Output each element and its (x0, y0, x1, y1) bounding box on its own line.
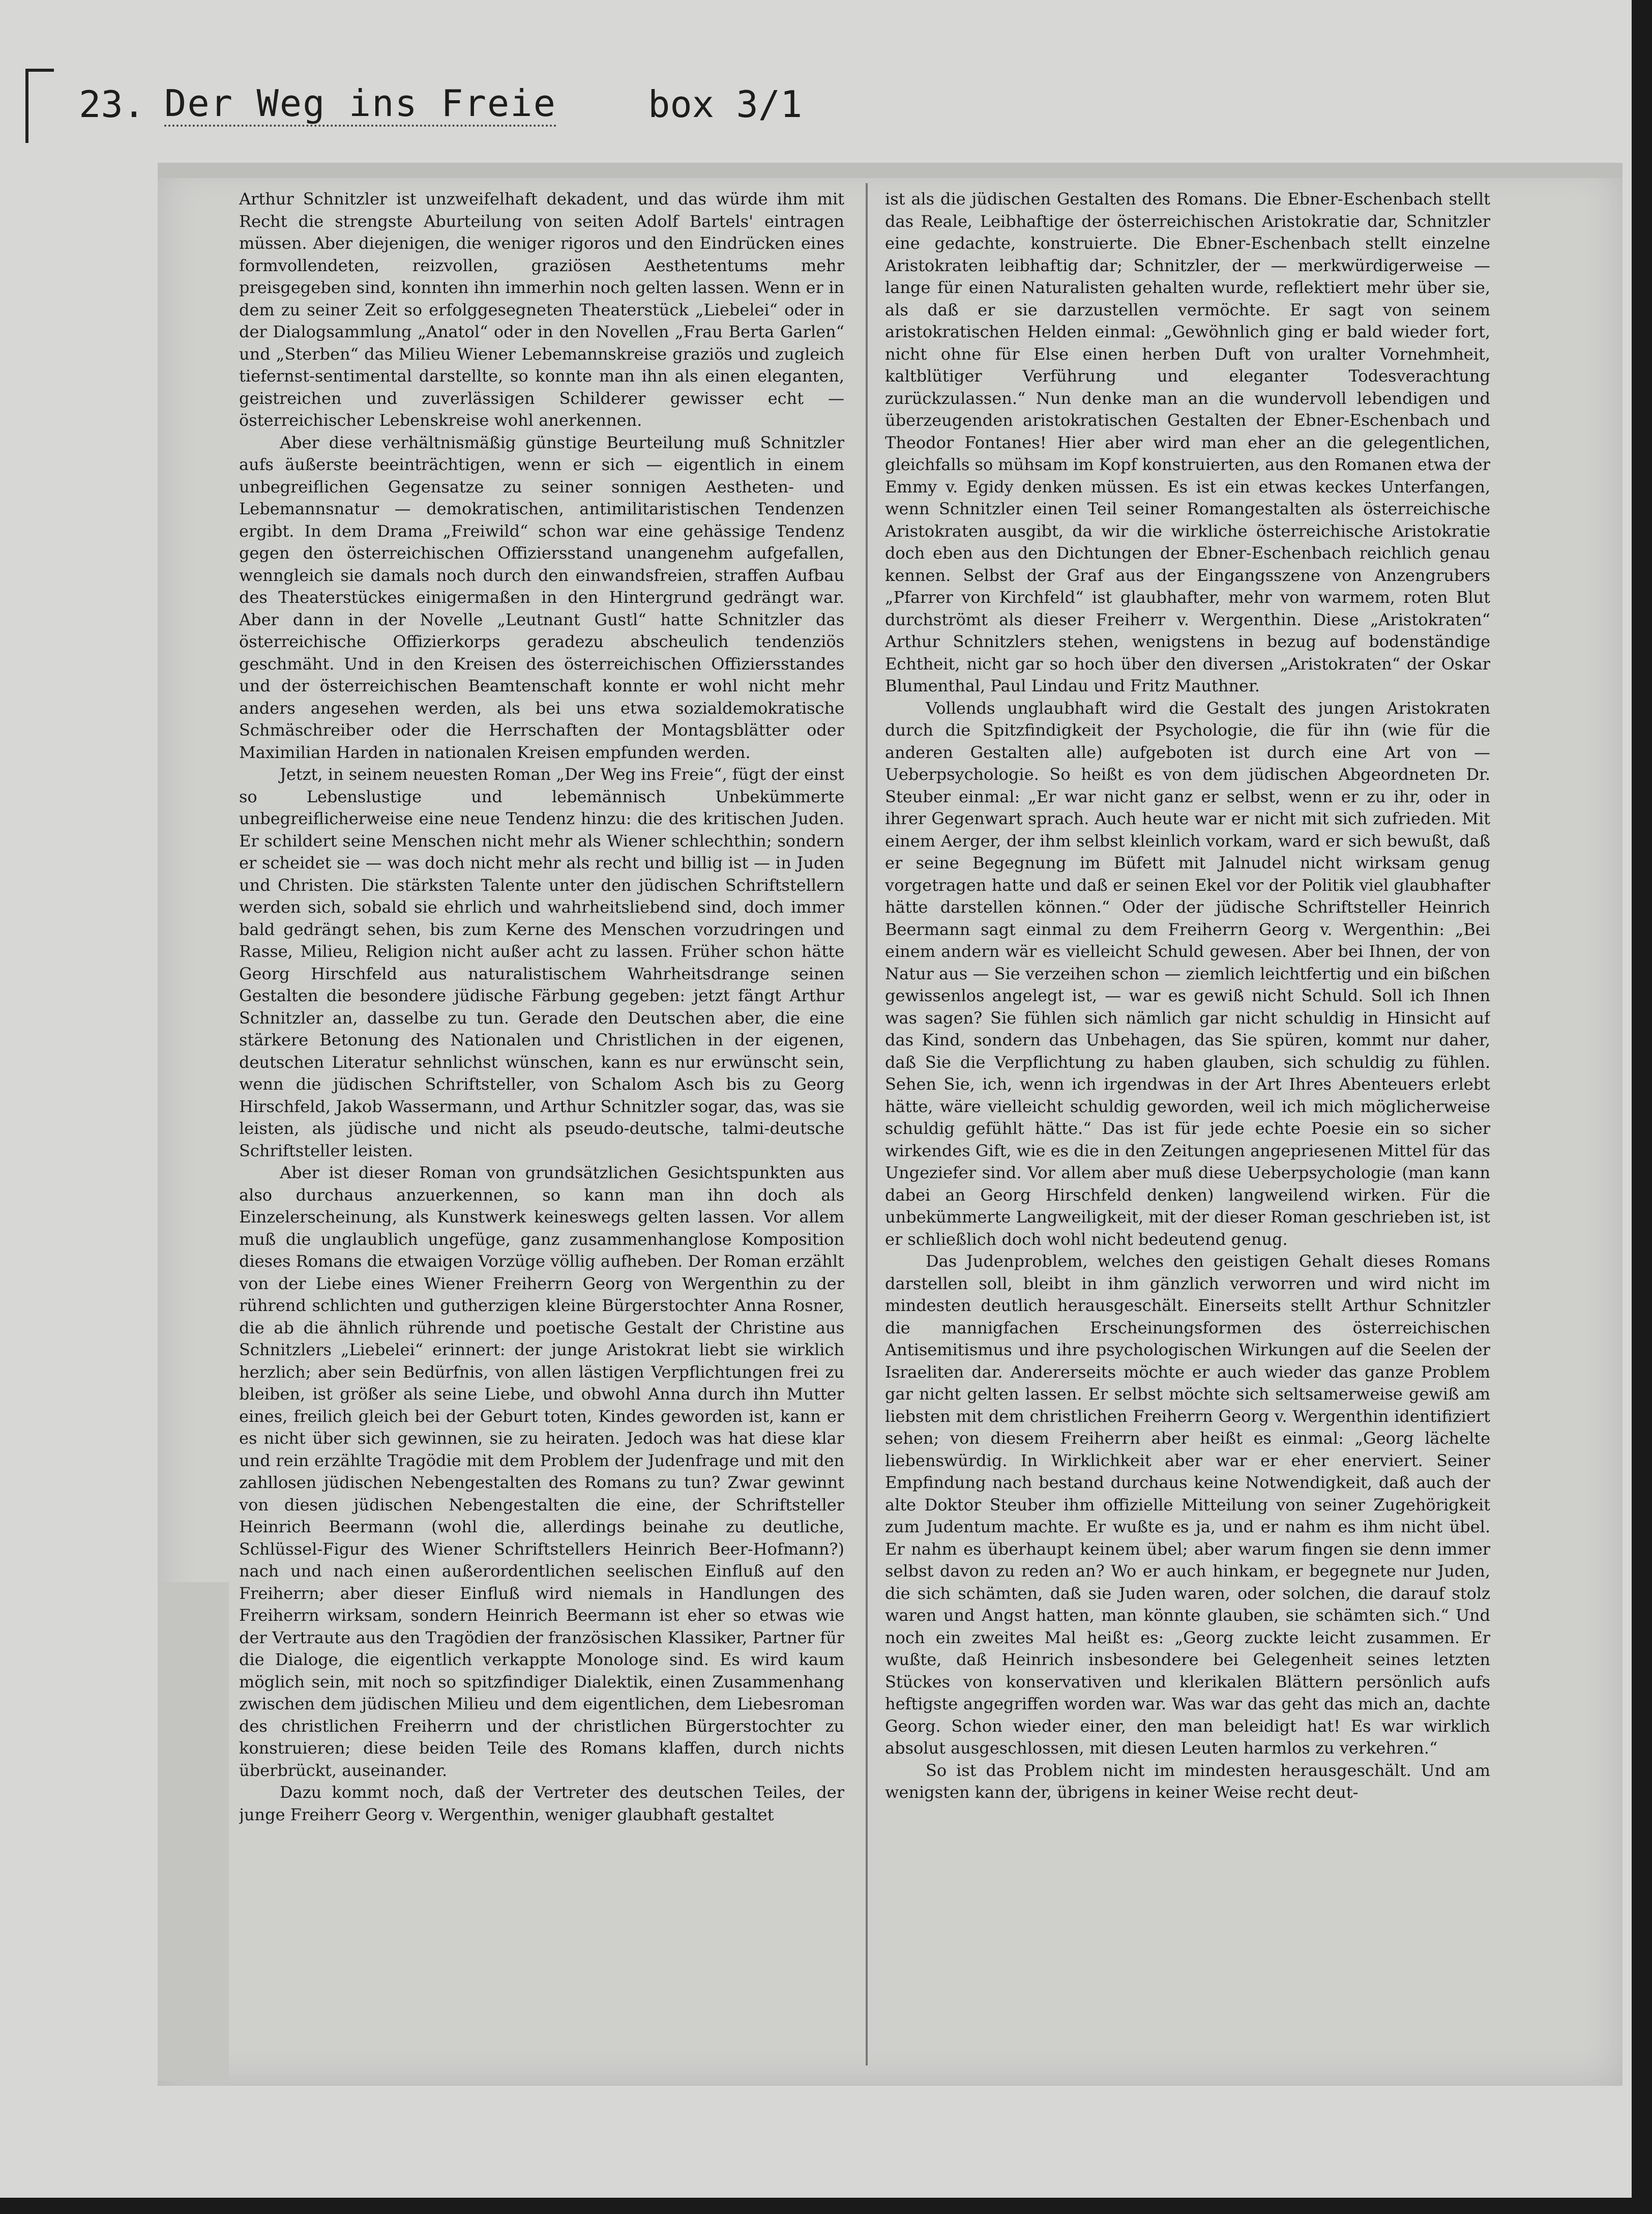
clipping-top-edge (158, 163, 1622, 178)
folder-header (79, 76, 802, 132)
paragraph: Jetzt, in seinem neuesten Roman „Der Weg ins Freie“, fügt der einst so Lebenslustige und lebemännisch Unbekümmerte unbegreiflicherweise eine neue Tendenz hinzu: die des kritischen Juden. Er schildert seine Menschen nicht mehr als Wiener schlechthin; sondern er scheidet sie — was doch nicht mehr als recht und billig ist — in Juden und Christen. Die stärksten Talente unter den jüdischen Schriftstellern werden sich, sobald sie ehrlich und wahrheitsliebend sind, doch immer bald gedrängt sehen, bis zum Kerne des Menschen vorzudringen und Rasse, Milieu, Religion nicht außer acht zu lassen. Früher schon hätte Georg Hirschfeld aus naturalistischem Wahrheitsdrange seinen Gestalten die besondere jüdische Färbung gegeben: jetzt fängt Arthur Schnitzler an, dasselbe zu tun. Gerade den Deutschen aber, die eine stärkere Betonung des Nationalen und Christlichen in der eigenen, deutschen Literatur sehnlichst wünschen, kann es nur erwünscht sein, wenn die jüdischen Schriftsteller, von Schalom Asch bis zu Georg Hirschfeld, Jakob Wassermann, und Arthur Schnitzler sogar, das, was sie leisten, als jüdische und nicht als pseudo-deutsche, talmi-deutsche Schriftsteller leisten. (239, 765, 844, 1160)
folder-number: 23. (79, 83, 145, 126)
paper-shadow (158, 1582, 229, 2081)
scan-border-right (1632, 0, 1652, 2214)
folder-title: Der Weg ins Freie (164, 82, 556, 127)
newspaper-clipping (158, 163, 1622, 2086)
article-column-right (885, 188, 1490, 2060)
corner-bracket-mark (25, 69, 54, 143)
paragraph: Dazu kommt noch, daß der Vertreter des deutschen Teiles, der junge Freiherr Georg v. Wergenthin, weniger glaubhaft gestaltet (239, 1783, 844, 1824)
paragraph: Arthur Schnitzler ist unzweifelhaft dekadent, und das würde ihm mit Recht die strengste Aburteilung von seiten Adolf Bartels' eintragen müssen. Aber diejenigen, die weniger rigoros und den Eindrücken eines formvollendeten, reizvollen, graziösen Aesthetentums mehr preisgegeben sind, konnten ihn immerhin noch gelten lassen. Wenn er in dem zu seiner Zeit so erfolggesegneten Theaterstück „Liebelei“ oder in der Dialogsammlung „Anatol“ oder in den Novellen „Frau Berta Garlen“ und „Sterben“ das Milieu Wiener Lebemannskreise graziös und zugleich tiefernst-sentimental darstellte, so konnte man ihn als einen eleganten, geistreichen und zuverlässigen Schilderer gewisser echt — österreichischer Lebenskreise wohl anerkennen. (239, 189, 844, 430)
scan-border-bottom (0, 2198, 1652, 2214)
box-label: box 3/1 (647, 83, 803, 126)
paragraph: ist als die jüdischen Gestalten des Romans. Die Ebner-Eschenbach stellt das Reale, Leibhaftige der österreichischen Aristokratie dar, Schnitzler eine gedachte, konstruierte. Die Ebner-Eschenbach stellt einzelne Aristokraten leibhaftig dar; Schnitzler, der — merkwürdigerweise — lange für einen Naturalisten gehalten wurde, reflektiert mehr über sie, als daß er sie darzustellen vermöchte. Er sagt von seinem aristokratischen Helden einmal: „Gewöhnlich ging er bald wieder fort, nicht ohne für Else einen herben Duft von uralter Vornehmheit, kaltblütiger Verführung und eleganter Todesverachtung zurückzulassen.“ Nun denke man an die wundervoll lebendigen und überzeugenden aristokratischen Gestalten der Ebner-Eschenbach und Theodor Fontanes! Hier aber wird man eher an die gelegentlichen, gleichfalls so mühsam im Kopf konstruierten, aus den Romanen etwa der Emmy v. Egidy denken müssen. Es ist ein etwas keckes Unterfangen, wenn Schnitzler einen Teil seiner Romangestalten als österreichische Aristokraten ausgibt, da wir die wirkliche österreichische Aristokratie doch eben aus den Dichtungen der Ebner-Eschenbach reichlich genau kennen. Selbst der Graf aus der Eingangsszene von Anzengrubers „Pfarrer von Kirchfeld“ ist glaubhafter, mehr von warmem, roten Blut durchströmt als dieser Freiherr v. Wergenthin. Diese „Aristokraten“ Arthur Schnitzlers stehen, wenigstens in bezug auf bodenständige Echtheit, nicht gar so hoch über den diversen „Aristokraten“ der Oskar Blumenthal, Paul Lindau und Fritz Mauthner. (885, 189, 1490, 695)
article-column-left (239, 188, 844, 2060)
paragraph: Aber ist dieser Roman von grundsätzlichen Gesichtspunkten aus also durchaus anzuerkennen, so kann man ihn doch als Einzelerscheinung, als Kunstwerk keineswegs gelten lassen. Vor allem muß die unglaublich ungefüge, ganz zusammenhanglose Komposition dieses Romans die etwaigen Vorzüge völlig aufheben. Der Roman erzählt von der Liebe eines Wiener Freiherrn Georg von Wergenthin zu der rührend schlichten und gutherzigen kleine Bürgerstochter Anna Rosner, die ab die ähnlich rührende und poetische Gestalt der Christine aus Schnitzlers „Liebelei“ erinnert: der junge Aristokrat liebt sie wirklich herzlich; aber sein Bedürfnis, von allen lästigen Verpflichtungen frei zu bleiben, ist größer als seine Liebe, und obwohl Anna durch ihn Mutter eines, freilich gleich bei der Geburt toten, Kindes geworden ist, kann er es nicht über sich gewinnen, sie zu heiraten. Jedoch was hat diese klar und rein erzählte Tragödie mit dem Problem der Judenfrage und mit den zahllosen jüdischen Nebengestalten des Romans zu tun? Zwar gewinnt von diesen jüdischen Nebengestalten die eine, der Schriftsteller Heinrich Beermann (wohl die, allerdings beinahe zu deutliche, Schlüssel-Figur des Wiener Schriftstellers Heinrich Beer-Hofmann?) nach und nach einen außerordentlichen seelischen Einfluß auf den Freiherrn; aber dieser Einfluß wird niemals in Handlungen des Freiherrn wirksam, sondern Heinrich Beermann ist eher so etwas wie der Vertraute aus den Tragödien der französischen Klassiker, Partner für die Dialoge, die eigentlich verkappte Monologe sind. Es wird kaum möglich sein, mit noch so spitzfindiger Dialektik, einen Zusammenhang zwischen dem jüdischen Milieu und dem eigentlichen, dem Liebesroman des christlichen Freiherrn und der christlichen Bürgerstochter zu konstruieren; diese beiden Teile des Romans klaffen, durch nichts überbrückt, auseinander. (239, 1163, 844, 1780)
paragraph: Aber diese verhältnismäßig günstige Beurteilung muß Schnitzler aufs äußerste beeinträchtigen, wenn er sich — eigentlich in einem unbegreiflichen Gegensatze zu seiner sonnigen Aestheten- und Lebemannsnatur — demokratischen, antimilitaristischen Tendenzen ergibt. In dem Drama „Freiwild“ schon war eine gehässige Tendenz gegen den österreichischen Offiziersstand unangenehm aufgefallen, wenngleich sie damals noch durch den einwandsfreien, straffen Aufbau des Theaterstückes einigermaßen in den Hintergrund gedrängt war. Aber dann in der Novelle „Leutnant Gustl“ hatte Schnitzler das österreichische Offizierkorps geradezu abscheulich tendenziös geschmäht. Und in den Kreisen des österreichischen Offiziersstandes und der österreichischen Beamtenschaft konnte er wohl nicht mehr anders angesehen werden, als bei uns etwa sozialdemokratische Schmäschreiber oder die Herrschaften der Montagsblätter oder Maximilian Harden in nationalen Kreisen empfunden werden. (239, 432, 844, 762)
column-divider (866, 183, 868, 2065)
paragraph: Das Judenproblem, welches den geistigen Gehalt dieses Romans darstellen soll, bleibt in ihm gänzlich verworren und wird nicht im mindesten deutlich herausgeschält. Einerseits stellt Arthur Schnitzler die mannigfachen Erscheinungsformen des österreichischen Antisemitismus und ihre psychologischen Wirkungen auf die Seelen der Israeliten dar. Andererseits möchte er auch wieder das ganze Problem gar nicht gelten lassen. Er selbst möchte sich seltsamerweise gewiß am liebsten mit dem christlichen Freiherrn Georg v. Wergenthin identifiziert sehen; von diesem Freiherrn aber heißt es einmal: „Georg lächelte liebenswürdig. In Wirklichkeit aber war er eher enerviert. Seiner Empfindung nach bestand durchaus keine Notwendigkeit, daß auch der alte Doktor Steuber ihm offizielle Mitteilung von seiner Zugehörigkeit zum Judentum machte. Er wußte es ja, und er nahm es ihm nicht übel. Er nahm es überhaupt keinem übel; aber warum fingen sie denn immer selbst davon zu reden an? Wo er auch hinkam, er begegnete nur Juden, die sich schämten, daß sie Juden waren, oder solchen, die darauf stolz waren und Angst hatten, man könnte glauben, sie schämten sich.“ Und noch ein zweites Mal heißt es: „Georg zuckte leicht zusammen. Er wußte, daß Heinrich insbesondere bei Gelegenheit seines letzten Stückes von konservativen und klerikalen Blättern persönlich aufs heftigste angegriffen worden war. Was war das geht das mich an, dachte Georg. Schon wieder einer, den man beleidigt hat! Es war wirklich absolut ausgeschlossen, mit diesen Leuten harmlos zu verkehren.“ (885, 1251, 1490, 1758)
paragraph: Vollends unglaubhaft wird die Gestalt des jungen Aristokraten durch die Spitzfindigkeit der Psychologie, die für ihn (wie für die anderen Gestalten alle) aufgeboten ist durch eine Art von — Ueberpsychologie. So heißt es von dem jüdischen Abgeordneten Dr. Steuber einmal: „Er war nicht ganz er selbst, wenn er zu ihr, oder in ihrer Gegenwart sprach. Auch heute war er nicht mit sich zufrieden. Mit einem Aerger, der ihm selbst kleinlich vorkam, ward er sich bewußt, daß er seine Begegnung im Büfett mit Jalnudel nicht wirksam genug vorgetragen hatte und daß er seinen Ekel vor der Politik viel glaubhafter hätte darstellen können.“ Oder der jüdische Schriftsteller Heinrich Beermann sagt einmal zu dem Freiherrn Georg v. Wergenthin: „Bei einem andern wär es vielleicht Schuld gewesen. Aber bei Ihnen, der von Natur aus — Sie verzeihen schon — ziemlich leichtfertig und ein bißchen gewissenlos angelegt ist, — war es gewiß nicht Schuld. Soll ich Ihnen was sagen? Sie fühlen sich nämlich gar nicht schuldig in Hinsicht auf das Kind, sondern das Unbehagen, das Sie spüren, kommt nur daher, daß Sie die Verpflichtung zu haben glauben, sich schuldig zu fühlen. Sehen Sie, ich, wenn ich irgendwas in der Art Ihres Abenteuers erlebt hätte, wäre vielleicht schuldig geworden, weil ich mich möglicherweise schuldig gefühlt hätte.“ Das ist für jede echte Poesie ein so sicher wirkendes Gift, wie es die in den Zeitungen angepriesenen Mittel für das Ungeziefer sind. Vor allem aber muß diese Ueberpsychologie (man kann dabei an Georg Hirschfeld denken) langweilend wirken. Für die unbekümmerte Langweiligkeit, mit der dieser Roman geschrieben ist, ist er schließlich doch wohl nicht bedeutend genug. (885, 698, 1490, 1249)
paragraph: So ist das Problem nicht im mindesten herausgeschält. Und am wenigsten kann der, übrigens in keiner Weise recht deut- (885, 1760, 1490, 1802)
